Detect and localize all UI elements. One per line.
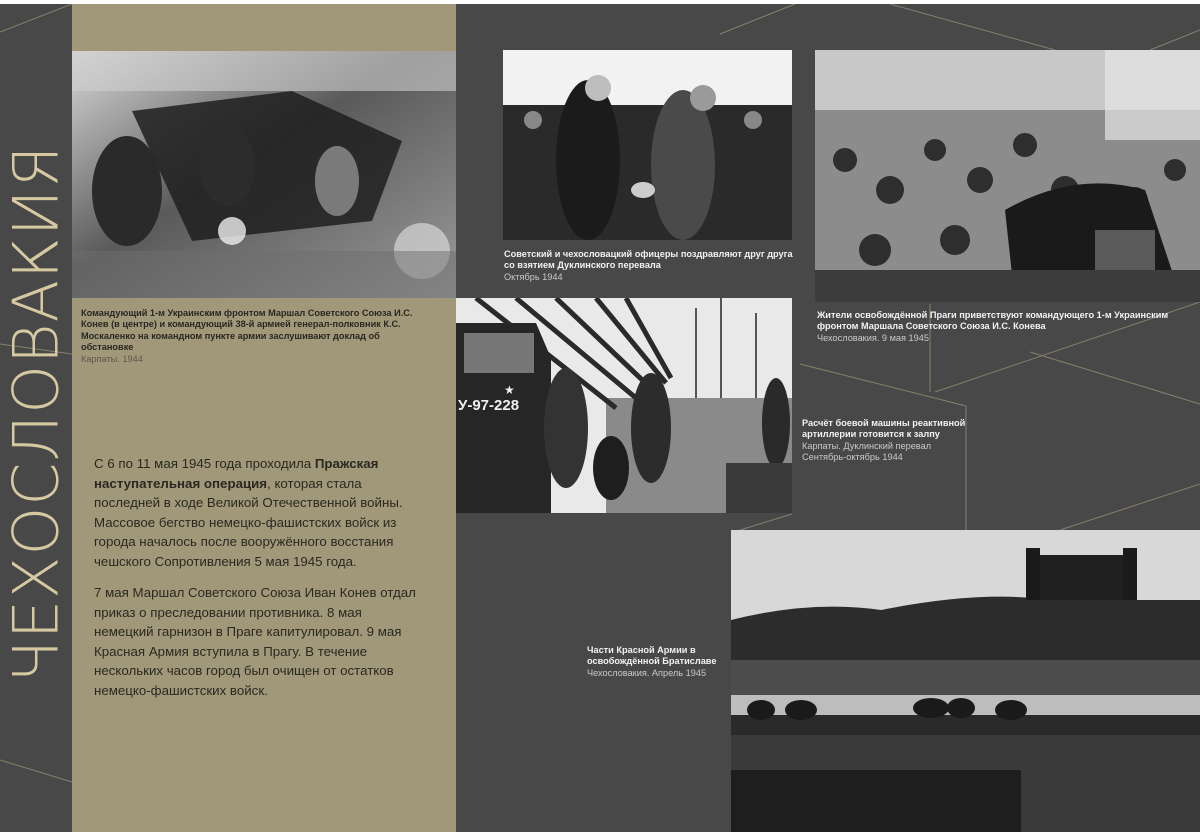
deco-line (1150, 30, 1200, 50)
caption-prague-crowd (817, 310, 1197, 344)
highlight-operation-name: Пражская наступательная операция (94, 456, 379, 491)
vertical-title (0, 4, 72, 832)
truck-plate: У-97-228 (458, 397, 520, 414)
deco-line (720, 4, 795, 34)
caption-place-date: Карпаты. 1944 (81, 353, 143, 364)
caption-title: Расчёт боевой машины реактивной артиллерии готовится к залпу (802, 418, 966, 440)
page-title: ЧЕХОСЛОВАКИЯ (0, 143, 73, 683)
deco-line (800, 364, 966, 406)
caption-title: Части Красной Армии в освобождённой Братиславе (587, 645, 717, 667)
caption-bratislava (587, 645, 737, 679)
caption-title: Командующий 1-м Украинским фронтом Маршал Советского Союза И.С. Конев (в центре) и командующий 38-й армией генерал-полковник К.С. Москаленко на командном пункте армии заслушивают доклад об обстановке (81, 308, 413, 353)
photo-prague-crowd (815, 50, 1200, 302)
caption-title: Советский и чехословацкий офицеры поздравляют друг друга со взятием Дуклинского перевала (504, 249, 793, 271)
caption-konev-command-post (81, 308, 431, 365)
star-icon: ★ (504, 383, 515, 397)
caption-rocket-artillery (802, 418, 982, 464)
deco-line (890, 4, 1055, 50)
photo-konev-command-post (72, 51, 456, 298)
caption-officers-handshake (504, 249, 794, 283)
deco-line (1030, 352, 1200, 404)
exhibit-page (0, 4, 1200, 832)
caption-place-date: Чехословакия. Апрель 1945 (587, 667, 707, 678)
photo-bratislava (731, 530, 1200, 832)
photo-rocket-artillery (456, 298, 792, 513)
caption-date: Сентябрь-октябрь 1944 (802, 452, 903, 463)
caption-place-date: Октябрь 1944 (504, 271, 563, 282)
caption-place: Карпаты. Дуклинский перевал (802, 440, 932, 451)
caption-place-date: Чехословакия. 9 мая 1945 (817, 332, 929, 343)
main-text (94, 454, 424, 712)
deco-line (740, 514, 792, 530)
deco-line (1060, 484, 1200, 530)
paragraph-konev-order: 7 мая Маршал Советского Союза Иван Конев отдал приказ о преследовании противника. 8 мая немецкий гарнизон в Праге капитулировал. 9 мая Красная Армия вступила в Прагу. В течение нескольких часов город был очищен от остатков немецко-фашистских войск. (94, 585, 416, 698)
paragraph-prague-operation: С 6 по 11 мая 1945 года проходила Пражская наступательная операция, которая стала последней в ходе Великой Отечественной войны. Массовое бегство немецко-фашистских войск из города началось после вооружённого восстания чешского Сопротивления 5 мая 1945 года. (94, 456, 403, 569)
caption-title: Жители освобождённой Праги приветствуют командующего 1-м Украинским фронтом Маршала Советского Союза И.С. Конева (817, 310, 1169, 332)
photo-officers-handshake (503, 50, 792, 240)
